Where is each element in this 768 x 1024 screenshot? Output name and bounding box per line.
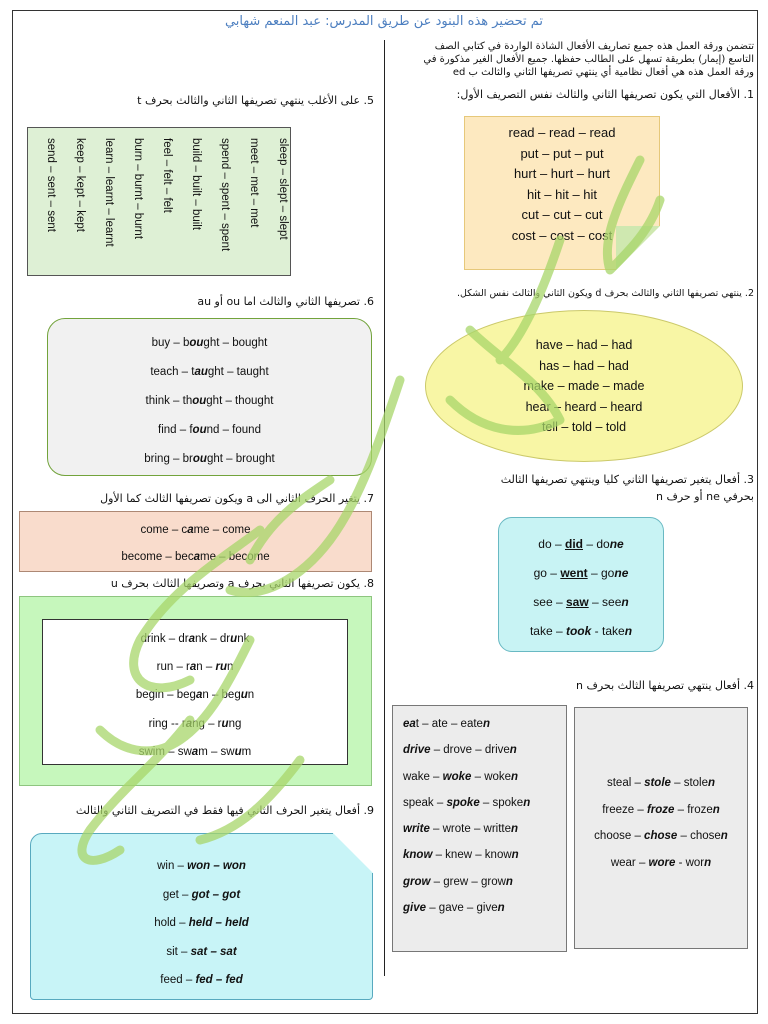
verb-row: go – went – gone [533,566,629,580]
section-9-box [30,833,373,1000]
verb-row: read – read – read [508,125,616,140]
section-5-box [27,127,291,276]
verb-row: sleep – slept – slept [277,138,289,240]
section-3-title-line: 3. أفعال يتغير تصريفها الثاني كليا وينتهي تصريفها الثالث [500,473,754,486]
section-3-title [392,471,754,505]
verb-row: hit – hit – hit [526,186,598,202]
verb-row: has – had – had [539,358,629,373]
verb-row: ring -- rang – rung [148,717,242,730]
section-5-title: 5. على الأغلب ينتهي تصريفها الثاني والثالث بحرف t [137,94,374,107]
verb-row: give – gave – given [403,902,505,915]
section-3-title-line: بحرفي ne أو حرف n [655,490,754,503]
verb-row: come – came – come [140,524,251,536]
verb-row: keep – kept – kept [74,138,86,232]
verb-row: swim – swam – swum [138,745,252,758]
section-6-box [47,318,372,476]
verb-row: tell – told – told [541,420,627,434]
verb-row: wear – wore - worn [610,856,712,869]
verb-row: freeze – froze – frozen [602,803,720,816]
intro-line: تتضمن ورقة العمل هذه جميع تصاريف الأفعال الشاذة الواردة في كتابي الصف [434,41,754,52]
verb-row: put – put – put [520,145,604,161]
verb-row: drive – drove – driven [403,744,517,757]
verb-row: burn – burnt – burnt [132,138,144,240]
verb-row: become – became – become [121,551,270,563]
verb-row: have – had – had [535,338,633,352]
verb-row: build – built – built [190,138,202,231]
verb-row: spend – spent – spent [219,138,231,252]
section-8-title: 8. يكون تصريفها الثاني بحرف a وتصريفها الثالث بحرف u [110,577,374,590]
verb-row: steal – stole – stolen [606,777,716,789]
section-4-left-box [392,705,567,952]
verb-row: choose – chose – chosen [594,830,728,842]
intro-line: ورقة العمل هذه هي أفعال نظامية أي ينتهي تصريفها الثاني والثالث ب ed [452,67,754,78]
verb-row: take – took - taken [529,624,633,638]
verb-row: eat – ate – eaten [403,718,490,730]
verb-row: begin – began – begun [135,689,255,702]
section-8-inner-box [42,619,348,765]
verb-row: cost – cost – cost [511,227,613,243]
section-6-title: 6. تصريفها الثاني والثالث اما ou أو au [197,295,374,308]
verb-row: feed – fed – fed [160,974,243,986]
verb-row: hear – heard – heard [525,399,643,414]
verb-row: grow – grew – grown [403,875,513,888]
verb-row: meet – met – met [248,138,260,228]
verb-row: hurt – hurt – hurt [513,166,611,181]
column-divider [384,40,385,976]
verb-row: find – found – found [158,424,261,436]
verb-row: send – sent – sent [45,138,57,232]
verb-row: write – wrote – written [403,823,519,836]
verb-row: buy – bought – bought [151,337,268,349]
verb-row: wake – woke – woken [403,770,519,783]
verb-row: hold – held – held [154,917,249,929]
section-7-title: 7. يتغير الحرف الثاني الى a ويكون تصريفها الثالث كما الأول [100,492,374,505]
section-2-title: 2. ينتهي تصريفها الثاني والثالث بحرف d ويكون الثاني والثالث نفس الشكل. [456,288,754,299]
verb-row: speak – spoke – spoken [403,796,531,809]
verb-row: cut – cut – cut [521,207,603,222]
verb-row: feel – felt – felt [161,138,173,213]
verb-row: drink – drank – drunk [140,633,250,645]
intro-text [392,40,754,79]
verb-row: teach – taught – taught [150,366,269,378]
verb-row: see – saw – seen [533,595,629,609]
section-1-title: 1. الأفعال التي يكون تصريفها الثاني والثالث نفس التصريف الأول: [456,88,754,101]
verb-row: get – got – got [162,888,241,901]
verb-row: know – knew – known [403,849,519,862]
section-4-right-box [574,707,748,949]
verb-row: make – made – made [523,379,645,393]
section-1-box [464,116,660,270]
section-7-box [19,511,372,572]
verb-row: win – won – won [157,860,246,872]
section-4-title: 4. أفعال ينتهي تصريفها الثالث بحرف n [576,679,754,692]
verb-row: run – ran – run [156,661,234,674]
verb-row: learn – learnt – learnt [103,138,115,247]
intro-line: التاسع (إيمار) بطريقة تسهل على الطالب حفظها. جميع الأفعال الغير مذكورة في [423,54,754,65]
verb-row: do – did – done [538,537,624,551]
section-9-title: 9. أفعال يتغير الحرف الثاني فيها فقط في التصريف الثاني والثالث [75,804,374,817]
verb-row: bring – brought – brought [144,453,275,465]
section-3-box [498,517,664,652]
section-2-ellipse [425,310,743,462]
verb-row: sit – sat – sat [166,945,237,958]
verb-row: think – thought – thought [145,395,274,407]
page-header: تم تحضير هذه البنود عن طريق المدرس: عبد المنعم شهابي [224,14,544,29]
